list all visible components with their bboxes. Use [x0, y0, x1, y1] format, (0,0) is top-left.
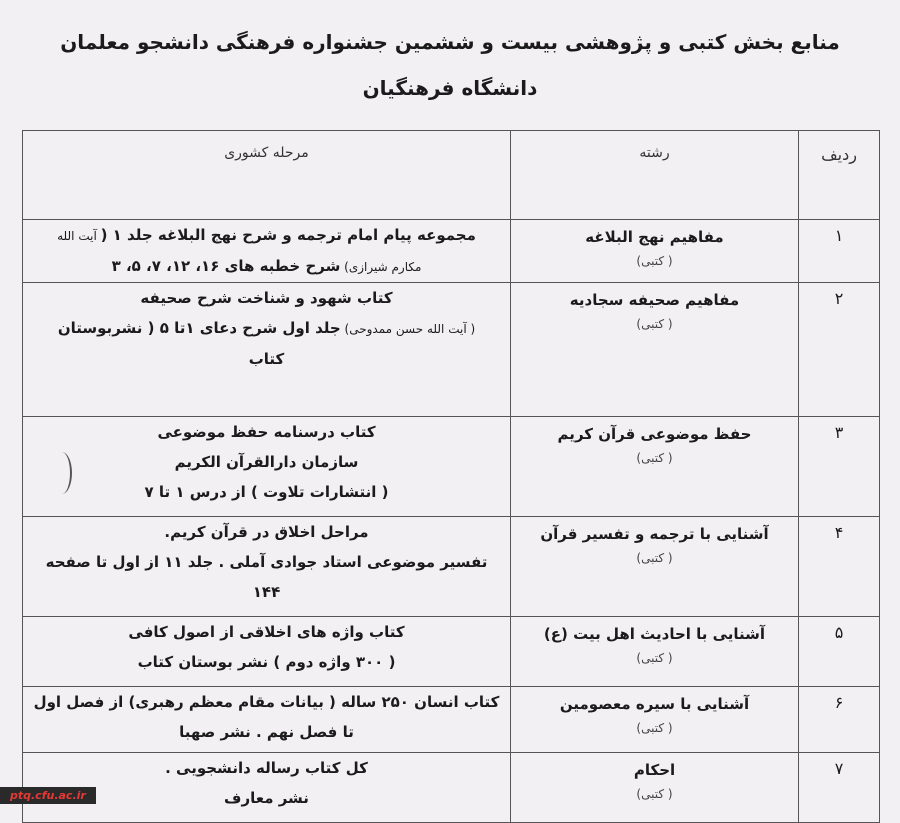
- table-row: [23, 617, 880, 687]
- field-cell: [511, 753, 799, 823]
- stage-line: [29, 717, 504, 747]
- field-type: ( کتبی): [636, 787, 673, 801]
- table-row: [23, 417, 880, 517]
- row-number: [799, 753, 880, 823]
- table-row: [23, 283, 880, 417]
- stage-line: [29, 753, 504, 783]
- field-name: مفاهیم نهج البلاغه: [585, 228, 724, 246]
- stage-text: ( انتشارات تلاوت ) از درس ۱ تا ۷: [144, 483, 389, 501]
- stage-text: شرح خطبه های ۱۶، ۱۲، ۷، ۵، ۳: [111, 257, 341, 275]
- field-name: احکام: [633, 761, 676, 779]
- table-row: [23, 220, 880, 283]
- stage-text: کتاب شهود و شناخت شرح صحیفه: [140, 289, 393, 307]
- stage-text: تا فصل نهم . نشر صهبا: [179, 723, 354, 741]
- stage-line: [29, 687, 504, 717]
- row-number: [799, 220, 880, 283]
- stage-line: [29, 251, 504, 282]
- field-cell: [511, 417, 799, 517]
- stage-line: [29, 344, 504, 374]
- stage-cell: [23, 220, 511, 283]
- field-cell: [511, 220, 799, 283]
- stage-text: کتاب واژه های اخلاقی از اصول کافی: [128, 623, 405, 641]
- stage-line: [29, 220, 504, 251]
- stage-text: کل کتاب رساله دانشجویی .: [165, 759, 368, 777]
- stage-text: کتاب انسان ۲۵۰ ساله ( بیانات مقام معظم رهبری) از فصل اول: [33, 693, 500, 711]
- stage-cell: [23, 417, 511, 517]
- stage-line: [29, 577, 504, 607]
- stage-text: ( آیت الله حسن ممدوحی): [340, 322, 476, 336]
- stage-text: مکارم شیرازی): [340, 260, 422, 274]
- table-header-row: [23, 131, 880, 220]
- header-field: رشته: [511, 131, 799, 220]
- field-type: ( کتبی): [636, 254, 673, 268]
- stage-cell: [23, 517, 511, 617]
- field-name: حفظ موضوعی قرآن کریم: [557, 425, 752, 443]
- row-number-text: ۱: [834, 226, 844, 245]
- row-number-text: ۵: [834, 623, 844, 642]
- stage-text: کتاب: [248, 350, 285, 368]
- stage-cell: [23, 283, 511, 417]
- stage-line: [29, 477, 504, 507]
- field-type: ( کتبی): [636, 317, 673, 331]
- field-type: ( کتبی): [636, 721, 673, 735]
- field-cell: [511, 517, 799, 617]
- header-num: ردیف: [799, 131, 880, 220]
- stage-text: جلد اول شرح دعای ۱تا ۵ ( نشربوستان: [57, 319, 341, 337]
- sources-table: [22, 130, 880, 823]
- page-subtitle: دانشگاه فرهنگیان: [362, 76, 538, 100]
- row-number: [799, 687, 880, 753]
- stage-line: [29, 283, 504, 313]
- field-type: ( کتبی): [636, 451, 673, 465]
- stage-text: مجموعه پیام امام ترجمه و شرح نهج البلاغه جلد ۱ (: [100, 226, 476, 244]
- page-title: منابع بخش کتبی و پژوهشی بیست و ششمین جشنواره فرهنگی دانشجو معلمان: [60, 30, 840, 54]
- stage-text: نشر معارف: [224, 789, 309, 807]
- stage-line: [29, 547, 504, 577]
- table-row: [23, 687, 880, 753]
- row-number: [799, 517, 880, 617]
- stage-text: ۱۴۴: [252, 583, 281, 601]
- row-number: [799, 617, 880, 687]
- stage-cell: [23, 687, 511, 753]
- stage-cell: [23, 617, 511, 687]
- field-name: آشنایی با ترجمه و تفسیر قرآن: [540, 525, 769, 543]
- stage-line: [29, 783, 504, 813]
- table-row: [23, 753, 880, 823]
- stage-text: تفسیر موضوعی استاد جوادی آملی . جلد ۱۱ از اول تا صفحه: [45, 553, 488, 571]
- stage-text: سازمان دارالقرآن الکریم: [174, 453, 359, 471]
- row-number-text: ۷: [834, 759, 844, 778]
- row-number-text: ۴: [834, 523, 844, 542]
- field-cell: [511, 687, 799, 753]
- field-cell: [511, 617, 799, 687]
- stage-text: ( ۳۰۰ واژه دوم ) نشر بوستان کتاب: [137, 653, 396, 671]
- pen-mark: [52, 452, 72, 494]
- field-name: آشنایی با سیره معصومین: [559, 695, 750, 713]
- stage-line: [29, 617, 504, 647]
- field-type: ( کتبی): [636, 651, 673, 665]
- row-number-text: ۶: [834, 693, 844, 712]
- row-number-text: ۳: [834, 423, 844, 442]
- stage-line: [29, 447, 504, 477]
- row-number: [799, 417, 880, 517]
- stage-line: [29, 417, 504, 447]
- field-cell: [511, 283, 799, 417]
- header-stage: مرحله کشوری: [23, 131, 511, 220]
- stage-line: [29, 313, 504, 344]
- row-number: [799, 283, 880, 417]
- field-name: مفاهیم صحیفه سجادیه: [569, 291, 740, 309]
- stage-text: آیت الله: [57, 229, 101, 243]
- stage-line: [29, 517, 504, 547]
- field-type: ( کتبی): [636, 551, 673, 565]
- field-name: آشنایی با احادیث اهل بیت (ع): [543, 625, 766, 643]
- stage-text: مراحل اخلاق در قرآن کریم.: [164, 523, 369, 541]
- table-row: [23, 517, 880, 617]
- watermark: ptq.cfu.ac.ir: [0, 787, 96, 804]
- row-number-text: ۲: [834, 289, 844, 308]
- stage-text: کتاب درسنامه حفظ موضوعی: [157, 423, 376, 441]
- stage-line: [29, 647, 504, 677]
